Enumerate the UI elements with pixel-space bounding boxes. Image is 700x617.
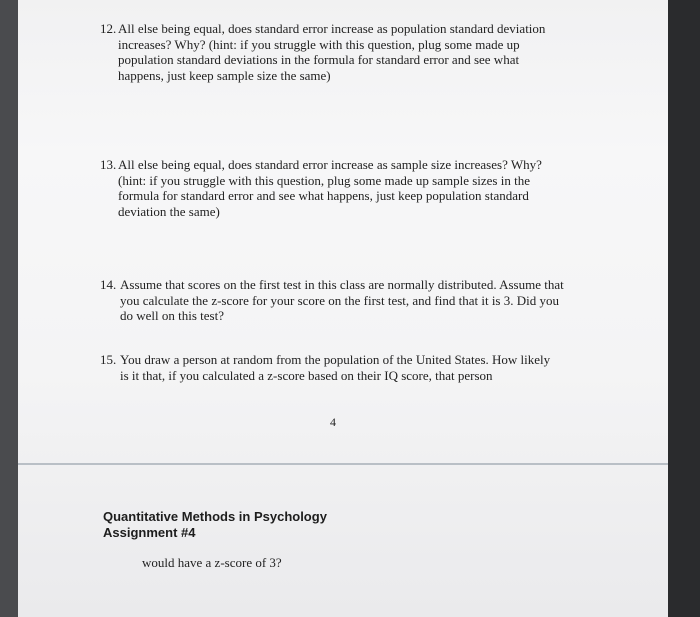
question-text: All else being equal, does standard error increase as sample size increases? Why? (hint: if you struggle with this question, plug some made up sample sizes in the formula for standard error and see what happens, just keep population standard deviation the same) [118,157,542,219]
question-number: 14. [100,277,117,292]
question-number: 13. [100,157,117,172]
assignment-title: Assignment #4 [103,525,196,540]
course-title: Quantitative Methods in Psychology [103,509,327,524]
page-header [103,509,327,541]
page-number: 4 [330,415,336,429]
question-text: You draw a person at random from the population of the United States. How likely is it that, if you calculated a z-score based on their IQ score, that person [120,352,551,383]
question-number: 12. [100,21,117,36]
question-text: Assume that scores on the first test in this class are normally distributed. Assume that you calculate the z-score for your score on the first test, and find that it is 3. Did you do well on this test? [120,277,564,323]
question-text: All else being equal, does standard error increase as population standard deviation increases? Why? (hint: if you struggle with this question, plug some made up population standard deviations in the formula for standard error and see what happens, just keep sample size the same) [118,21,546,83]
question-number: 15. [100,352,117,367]
page-divider [18,463,668,465]
question-15-continuation: would have a z-score of 3? [142,555,282,570]
